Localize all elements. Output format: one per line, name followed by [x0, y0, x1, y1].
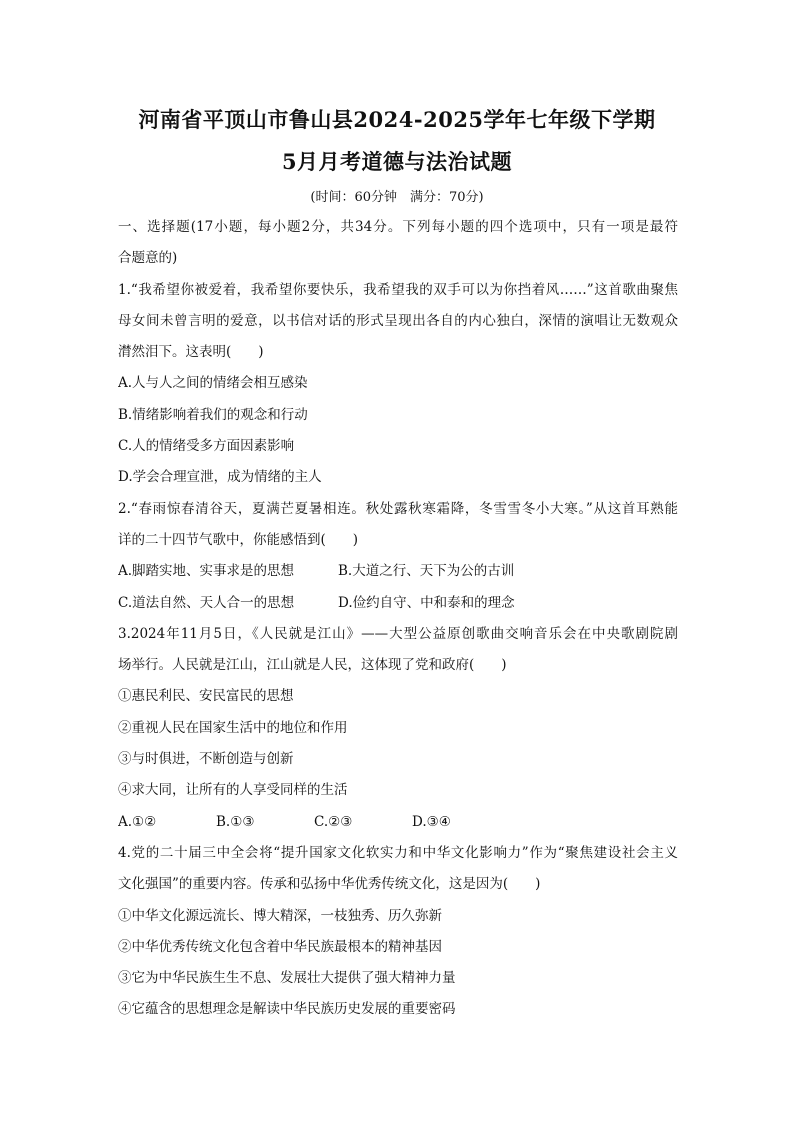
statement-4: ④求大同，让所有的人享受同样的生活 [118, 782, 348, 799]
option-b: B.情绪影响着我们的观念和行动 [118, 406, 308, 423]
question-stem: 2.“春雨惊春清谷天，夏满芒夏暑相连。秋处露秋寒霜降，冬雪雪冬小大寒。”从这首耳熟能 [118, 500, 678, 517]
question-stem: 母女间未曾言明的爱意，以书信对话的形式呈现出各自的内心独白，深情的演唱让无数观众 [118, 312, 678, 329]
exam-title-line-1: 河南省平顶山市鲁山县2024-2025学年七年级下学期 [138, 107, 656, 132]
question-stem: 1.“我希望你被爱着，我希望你要快乐，我希望我的双手可以为你挡着风……”这首歌曲聚焦 [118, 281, 678, 298]
option-a: A.人与人之间的情绪会相互感染 [118, 375, 308, 392]
exam-content [118, 212, 678, 1026]
options-row [118, 807, 678, 838]
statement-4: ④它蕴含的思想理念是解读中华民族历史发展的重要密码 [118, 1001, 456, 1018]
exam-title-line-2: 5月月考道德与法治试题 [281, 149, 513, 174]
option-d: D.③④ [412, 813, 451, 830]
option-d: D.学会合理宣泄，成为情绪的主人 [118, 469, 322, 486]
option-c: C.道法自然、天人合一的思想 [118, 594, 295, 611]
question-3 [118, 619, 678, 838]
question-1 [118, 275, 678, 494]
option-a: A.①② [118, 813, 157, 830]
question-stem: 文化强国”的重要内容。传承和弘扬中华优秀传统文化，这是因为( ) [118, 876, 541, 893]
option-c: C.②③ [314, 813, 353, 830]
option-b: B.①③ [216, 813, 255, 830]
option-c: C.人的情绪受多方面因素影响 [118, 438, 295, 455]
statement-3: ③与时俱进，不断创造与创新 [118, 751, 294, 768]
options-row [118, 556, 678, 587]
option-b: B.大道之行、天下为公的古训 [338, 563, 515, 580]
question-stem: 3.2024年11月5日，《人民就是江山》——大型公益原创歌曲交响音乐会在中央歌剧院剧 [118, 625, 678, 642]
exam-info: (时间：60分钟 满分：70分) [310, 190, 484, 205]
option-d: D.俭约自守、中和泰和的理念 [338, 594, 515, 611]
question-stem: 详的二十四节气歌中，你能感悟到( ) [118, 531, 359, 548]
question-stem: 场举行。人民就是江山，江山就是人民，这体现了党和政府( ) [118, 657, 507, 674]
statement-3: ③它为中华民族生生不息、发展壮大提供了强大精神力量 [118, 970, 456, 987]
question-4 [118, 838, 678, 1026]
question-stem: 4.党的二十届三中全会将“提升国家文化软实力和中华文化影响力”作为“聚焦建设社会主义 [118, 844, 678, 861]
section-heading: 一、选择题(17小题，每小题2分，共34分。下列每小题的四个选项中，只有一项是最符 [118, 219, 678, 235]
question-2 [118, 494, 678, 619]
statement-1: ①中华文化源远流长、博大精深，一枝独秀、历久弥新 [118, 907, 442, 924]
section-heading-cont: 合题意的) [118, 250, 178, 267]
statement-2: ②中华优秀传统文化包含着中华民族最根本的精神基因 [118, 938, 442, 955]
statement-2: ②重视人民在国家生活中的地位和作用 [118, 719, 348, 736]
question-stem: 潸然泪下。这表明( ) [118, 344, 264, 361]
options-row [118, 588, 678, 619]
statement-1: ①惠民利民、安民富民的思想 [118, 688, 294, 705]
option-a: A.脚踏实地、实事求是的思想 [118, 563, 295, 580]
